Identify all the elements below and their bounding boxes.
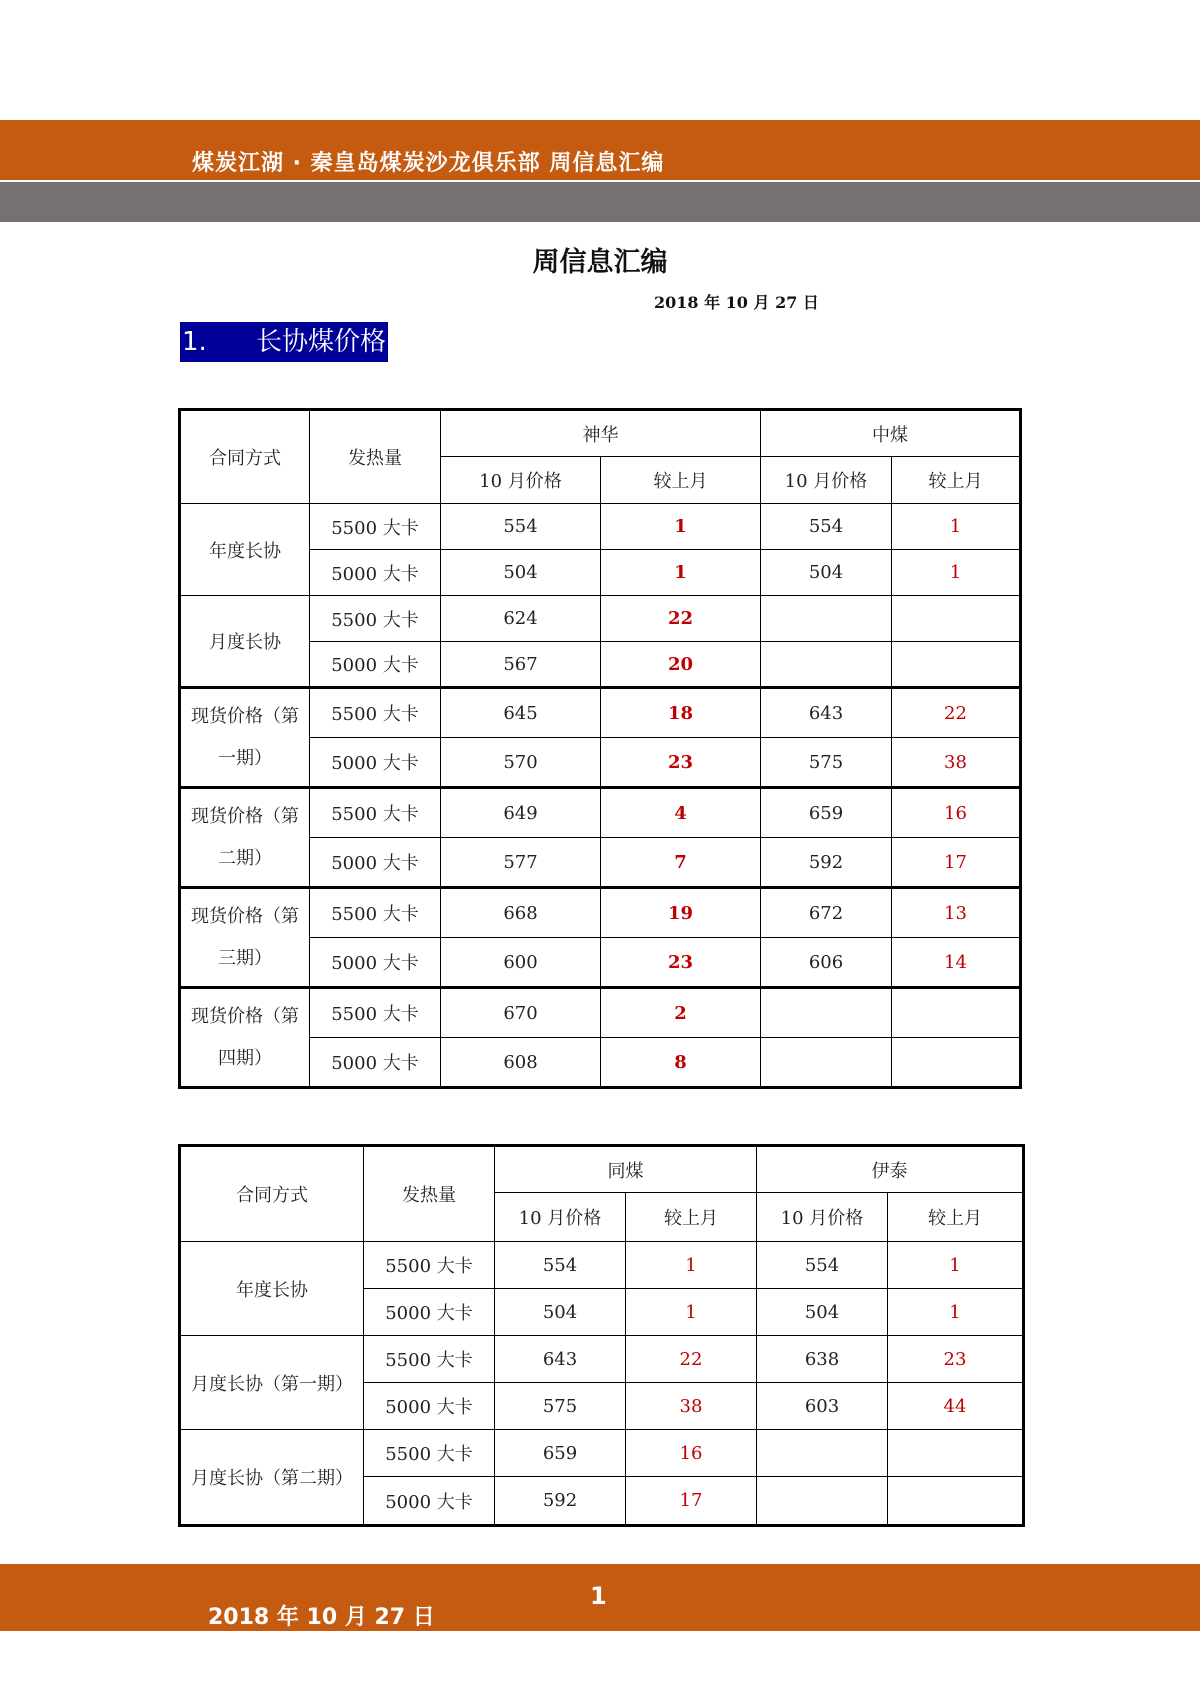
document-date: 2018 年 10 月 27 日: [654, 293, 819, 312]
table-row: [180, 596, 1021, 642]
contract-line-1: 现货价格（第: [191, 705, 299, 727]
price-cell: 670: [441, 988, 601, 1038]
header-stripe: [0, 182, 1200, 222]
change-cell: 1: [892, 504, 1021, 550]
change-cell: [892, 596, 1021, 642]
contract-line-2: 二期）: [218, 847, 272, 869]
change-cell: 4: [601, 788, 761, 838]
heat-cell: 5500 大卡: [310, 888, 441, 938]
heat-cell: 5000 大卡: [364, 1477, 495, 1526]
price-cell: 624: [441, 596, 601, 642]
price-cell: 554: [495, 1242, 626, 1289]
change-cell: 23: [888, 1336, 1024, 1383]
section-title: 长协煤价格: [256, 327, 387, 357]
header-b-price: 10 月价格: [761, 457, 892, 504]
heat-cell: 5000 大卡: [310, 738, 441, 788]
change-cell: 16: [892, 788, 1021, 838]
table-row: [180, 888, 1021, 938]
price-cell: 603: [757, 1383, 888, 1430]
heat-cell: 5000 大卡: [364, 1383, 495, 1430]
heat-cell: 5500 大卡: [364, 1336, 495, 1383]
contract-line-1: 现货价格（第: [191, 805, 299, 827]
change-cell: 23: [601, 938, 761, 988]
change-cell: 13: [892, 888, 1021, 938]
contract-line-2: 三期）: [218, 947, 272, 969]
change-cell: 22: [626, 1336, 757, 1383]
price-cell: 554: [441, 504, 601, 550]
change-cell: 38: [892, 738, 1021, 788]
contract-cell: 月度长协（第二期）: [180, 1430, 364, 1526]
heat-cell: 5000 大卡: [310, 1038, 441, 1088]
change-cell: 23: [601, 738, 761, 788]
table-row: [180, 688, 1021, 738]
heat-cell: 5000 大卡: [310, 550, 441, 596]
heat-cell: 5500 大卡: [364, 1430, 495, 1477]
header-contract: 合同方式: [180, 1146, 364, 1242]
header-b-change: 较上月: [888, 1193, 1024, 1242]
price-cell: 504: [761, 550, 892, 596]
price-cell: 592: [761, 838, 892, 888]
contract-line-2: 一期）: [218, 747, 272, 769]
change-cell: [892, 642, 1021, 688]
price-cell: [761, 1038, 892, 1088]
heat-cell: 5500 大卡: [310, 688, 441, 738]
price-cell: 554: [757, 1242, 888, 1289]
price-cell: [761, 642, 892, 688]
price-cell: 504: [495, 1289, 626, 1336]
table-row: [180, 1336, 1024, 1383]
contract-line-1: 现货价格（第: [191, 1005, 299, 1027]
price-cell: 606: [761, 938, 892, 988]
contract-line-1: 现货价格（第: [191, 905, 299, 927]
change-cell: 17: [892, 838, 1021, 888]
header-group-tongmei: 同煤: [495, 1146, 757, 1193]
price-table-shenhua-zhongmei: [178, 408, 1022, 1089]
footer-date: 2018 年 10 月 27 日: [208, 1605, 435, 1630]
heat-cell: 5500 大卡: [310, 596, 441, 642]
heat-cell: 5000 大卡: [364, 1289, 495, 1336]
document-title: 周信息汇编: [532, 247, 668, 278]
table-row: [180, 788, 1021, 838]
header-group-zhongmei: 中煤: [761, 410, 1021, 457]
price-cell: 608: [441, 1038, 601, 1088]
price-cell: 575: [761, 738, 892, 788]
header-group-yitai: 伊泰: [757, 1146, 1024, 1193]
header-a-price: 10 月价格: [441, 457, 601, 504]
change-cell: 1: [888, 1289, 1024, 1336]
price-cell: 570: [441, 738, 601, 788]
header-contract: 合同方式: [180, 410, 310, 504]
price-cell: 643: [761, 688, 892, 738]
header-a-change: 较上月: [601, 457, 761, 504]
price-cell: 504: [757, 1289, 888, 1336]
price-cell: [757, 1430, 888, 1477]
contract-cell: [180, 888, 310, 988]
change-cell: 7: [601, 838, 761, 888]
header-a-price: 10 月价格: [495, 1193, 626, 1242]
heat-cell: 5000 大卡: [310, 642, 441, 688]
change-cell: 8: [601, 1038, 761, 1088]
change-cell: 14: [892, 938, 1021, 988]
header-b-price: 10 月价格: [757, 1193, 888, 1242]
table-row: [180, 1242, 1024, 1289]
price-cell: 592: [495, 1477, 626, 1526]
change-cell: [892, 988, 1021, 1038]
header-heat: 发热量: [364, 1146, 495, 1242]
change-cell: 18: [601, 688, 761, 738]
change-cell: 19: [601, 888, 761, 938]
price-cell: 600: [441, 938, 601, 988]
price-cell: [761, 596, 892, 642]
table-row: [180, 504, 1021, 550]
header-b-change: 较上月: [892, 457, 1021, 504]
change-cell: [888, 1430, 1024, 1477]
heat-cell: 5000 大卡: [310, 938, 441, 988]
change-cell: 1: [601, 504, 761, 550]
change-cell: 1: [626, 1289, 757, 1336]
change-cell: 20: [601, 642, 761, 688]
heat-cell: 5500 大卡: [310, 988, 441, 1038]
contract-cell: [180, 688, 310, 788]
change-cell: 2: [601, 988, 761, 1038]
section-number: 1.: [182, 327, 207, 357]
header-a-change: 较上月: [626, 1193, 757, 1242]
heat-cell: 5500 大卡: [310, 504, 441, 550]
contract-cell: 月度长协: [180, 596, 310, 688]
change-cell: [888, 1477, 1024, 1526]
contract-cell: [180, 788, 310, 888]
heat-cell: 5500 大卡: [364, 1242, 495, 1289]
change-cell: 22: [601, 596, 761, 642]
price-cell: [757, 1477, 888, 1526]
price-cell: 643: [495, 1336, 626, 1383]
change-cell: 1: [601, 550, 761, 596]
price-cell: 638: [757, 1336, 888, 1383]
price-cell: 668: [441, 888, 601, 938]
change-cell: [892, 1038, 1021, 1088]
price-cell: 554: [761, 504, 892, 550]
price-cell: 504: [441, 550, 601, 596]
section-heading: [180, 322, 388, 362]
header-heat: 发热量: [310, 410, 441, 504]
change-cell: 17: [626, 1477, 757, 1526]
page-number: 1: [590, 1582, 607, 1610]
price-cell: 672: [761, 888, 892, 938]
heat-cell: 5000 大卡: [310, 838, 441, 888]
table-row: [180, 988, 1021, 1038]
change-cell: 38: [626, 1383, 757, 1430]
header-group-shenhua: 神华: [441, 410, 761, 457]
contract-cell: 年度长协: [180, 1242, 364, 1336]
price-cell: 649: [441, 788, 601, 838]
change-cell: 16: [626, 1430, 757, 1477]
change-cell: 1: [626, 1242, 757, 1289]
header-title: 煤炭江湖 · 秦皇岛煤炭沙龙俱乐部 周信息汇编: [192, 151, 665, 176]
price-cell: 577: [441, 838, 601, 888]
price-cell: 659: [761, 788, 892, 838]
price-cell: 575: [495, 1383, 626, 1430]
heat-cell: 5500 大卡: [310, 788, 441, 838]
contract-line-2: 四期）: [218, 1047, 272, 1069]
change-cell: 22: [892, 688, 1021, 738]
price-cell: 567: [441, 642, 601, 688]
change-cell: 1: [892, 550, 1021, 596]
price-cell: 645: [441, 688, 601, 738]
price-cell: 659: [495, 1430, 626, 1477]
contract-cell: 年度长协: [180, 504, 310, 596]
contract-cell: [180, 988, 310, 1088]
price-cell: [761, 988, 892, 1038]
change-cell: 1: [888, 1242, 1024, 1289]
table-row: [180, 1430, 1024, 1477]
contract-cell: 月度长协（第一期）: [180, 1336, 364, 1430]
change-cell: 44: [888, 1383, 1024, 1430]
price-table-tongmei-yitai: [178, 1144, 1025, 1527]
